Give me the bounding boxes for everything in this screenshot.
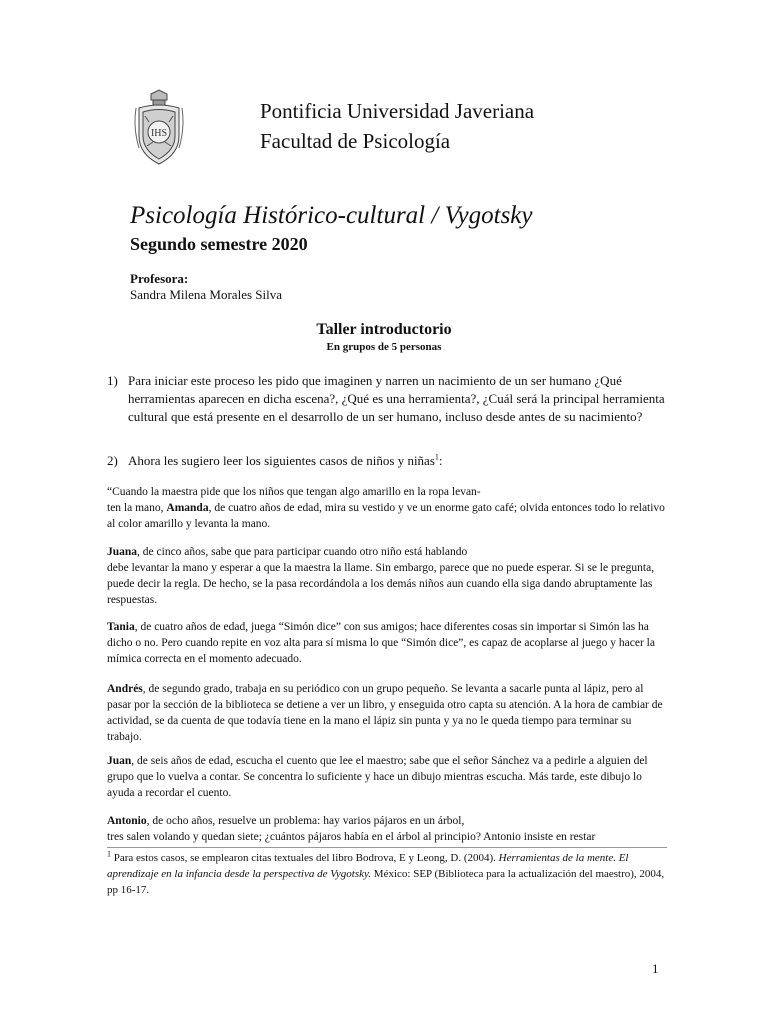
question-text: Ahora les sugiero leer los siguientes casos de niños y niñas — [128, 453, 435, 468]
professor-name: Sandra Milena Morales Silva — [130, 287, 282, 302]
question-text: Para iniciar este proceso les pido que imaginen y narren un nacimiento de un ser humano ¿Qué herramientas aparecen en dicha escena?, ¿Qué es una herramienta?, ¿Cuál será la principal herramienta cultural que está presente en el desarrollo de un ser humano, incluso desde antes de su nacimiento? — [128, 373, 665, 424]
question-number: 1) — [107, 373, 118, 388]
case-text: , de segundo grado, trabaja en su periódico con un grupo pequeño. Se levanta a sacarle punta al lápiz, pero al pasar por la sección de la biblioteca se detiene a ver un libro, y enseguida otro capta su atención. A la hora de cambiar de actividad, se da cuenta de que todavía tiene en la mano el lápiz sin punta y ya no le queda tiempo para terminar su trabajo. — [107, 683, 663, 743]
question-1 — [107, 372, 677, 426]
question-number: 2) — [107, 453, 118, 468]
case-text: , de cinco años, sabe que para participar cuando otro niño está hablando — [137, 546, 468, 558]
question-2 — [107, 452, 677, 470]
case-antonio — [107, 813, 667, 845]
case-text: , de seis años de edad, escucha el cuento que lee el maestro; sabe que el señor Sánchez va a pedirle a alguien del grupo que lo vuelva a contar. Se concentra lo suficiente y hace un dibujo mientras escucha. Más tarde, este dibujo lo ayuda a recordar el cuento. — [107, 755, 648, 799]
case-text: debe levantar la mano y esperar a que la maestra la llame. Sin embargo, parece que no puede esperar. Si se le pregunta, puede decir la regla. De hecho, se la pasa recordándola a los demás niños aun cuando ella siga dando abruptamente las respuestas. — [107, 562, 655, 606]
case-juan — [107, 753, 667, 801]
footnote-mark: 1 — [107, 849, 111, 859]
professor-label: Profesora: — [130, 271, 189, 286]
footnote-reference[interactable]: 1 — [434, 452, 439, 462]
footnote-text: Para estos casos, se emplearon citas textuales del libro Bodrova, E y Leong, D. (2004). — [113, 852, 499, 864]
case-text: , de cuatro años de edad, juega “Simón dice” con sus amigos; hace diferentes cosas sin importar si Simón las ha dicho o no. Pero cuando repite en voz alta para sí misma lo que “Simón dice”, es capaz de acoplarse al juego y hacer la mímica correcta en el momento adecuado. — [107, 621, 655, 665]
university-crest-logo — [133, 88, 185, 168]
crest-monogram: IHS — [150, 128, 168, 139]
case-juana — [107, 544, 667, 608]
question-suffix: : — [438, 453, 443, 468]
university-name: Pontificia Universidad Javeriana — [260, 99, 535, 123]
footnote — [107, 850, 672, 898]
case-child-name: Juan — [107, 755, 132, 767]
institution-header — [260, 96, 534, 156]
case-child-name: Juana — [107, 546, 138, 558]
page-number: 1 — [652, 961, 659, 976]
case-andres — [107, 681, 667, 745]
case-text: “Cuando la maestra pide que los niños que tengan algo amarillo en la ropa levan- — [107, 486, 481, 498]
case-text: , de ocho años, resuelve un problema: hay varios pájaros en un árbol, — [146, 815, 465, 827]
workshop-subtitle: En grupos de 5 personas — [326, 341, 442, 353]
case-text: , de cuatro años de edad, mira su vestido y ve un enorme gato café; olvida entonces todo lo relativo al color amarillo y levanta la mano. — [107, 502, 665, 530]
question-text-wrapper — [128, 452, 677, 470]
case-amanda — [107, 484, 667, 532]
case-child-name: Andrés — [107, 683, 143, 695]
faculty-name: Facultad de Psicología — [260, 129, 451, 153]
case-tania — [107, 619, 667, 667]
footnote-divider — [107, 847, 667, 848]
footnote-book-title: Herramientas de la mente. El aprendizaje en la infancia desde la perspectiva de Vygotsky. — [107, 852, 629, 880]
course-title: Psicología Histórico-cultural / Vygotsky — [130, 202, 533, 229]
case-child-name: Antonio — [107, 815, 147, 827]
case-child-name: Tania — [107, 621, 135, 633]
course-semester: Segundo semestre 2020 — [130, 234, 308, 254]
footnote-text: México: SEP (Biblioteca para la actualización del maestro), 2004, pp 16-17. — [107, 868, 665, 896]
workshop-title: Taller introductorio — [316, 321, 452, 338]
case-text: tres salen volando y quedan siete; ¿cuántos pájaros había en el árbol al principio? Antonio insiste en restar — [107, 831, 596, 843]
case-child-name: Amanda — [166, 502, 209, 514]
case-text: ten la mano, — [107, 502, 167, 514]
